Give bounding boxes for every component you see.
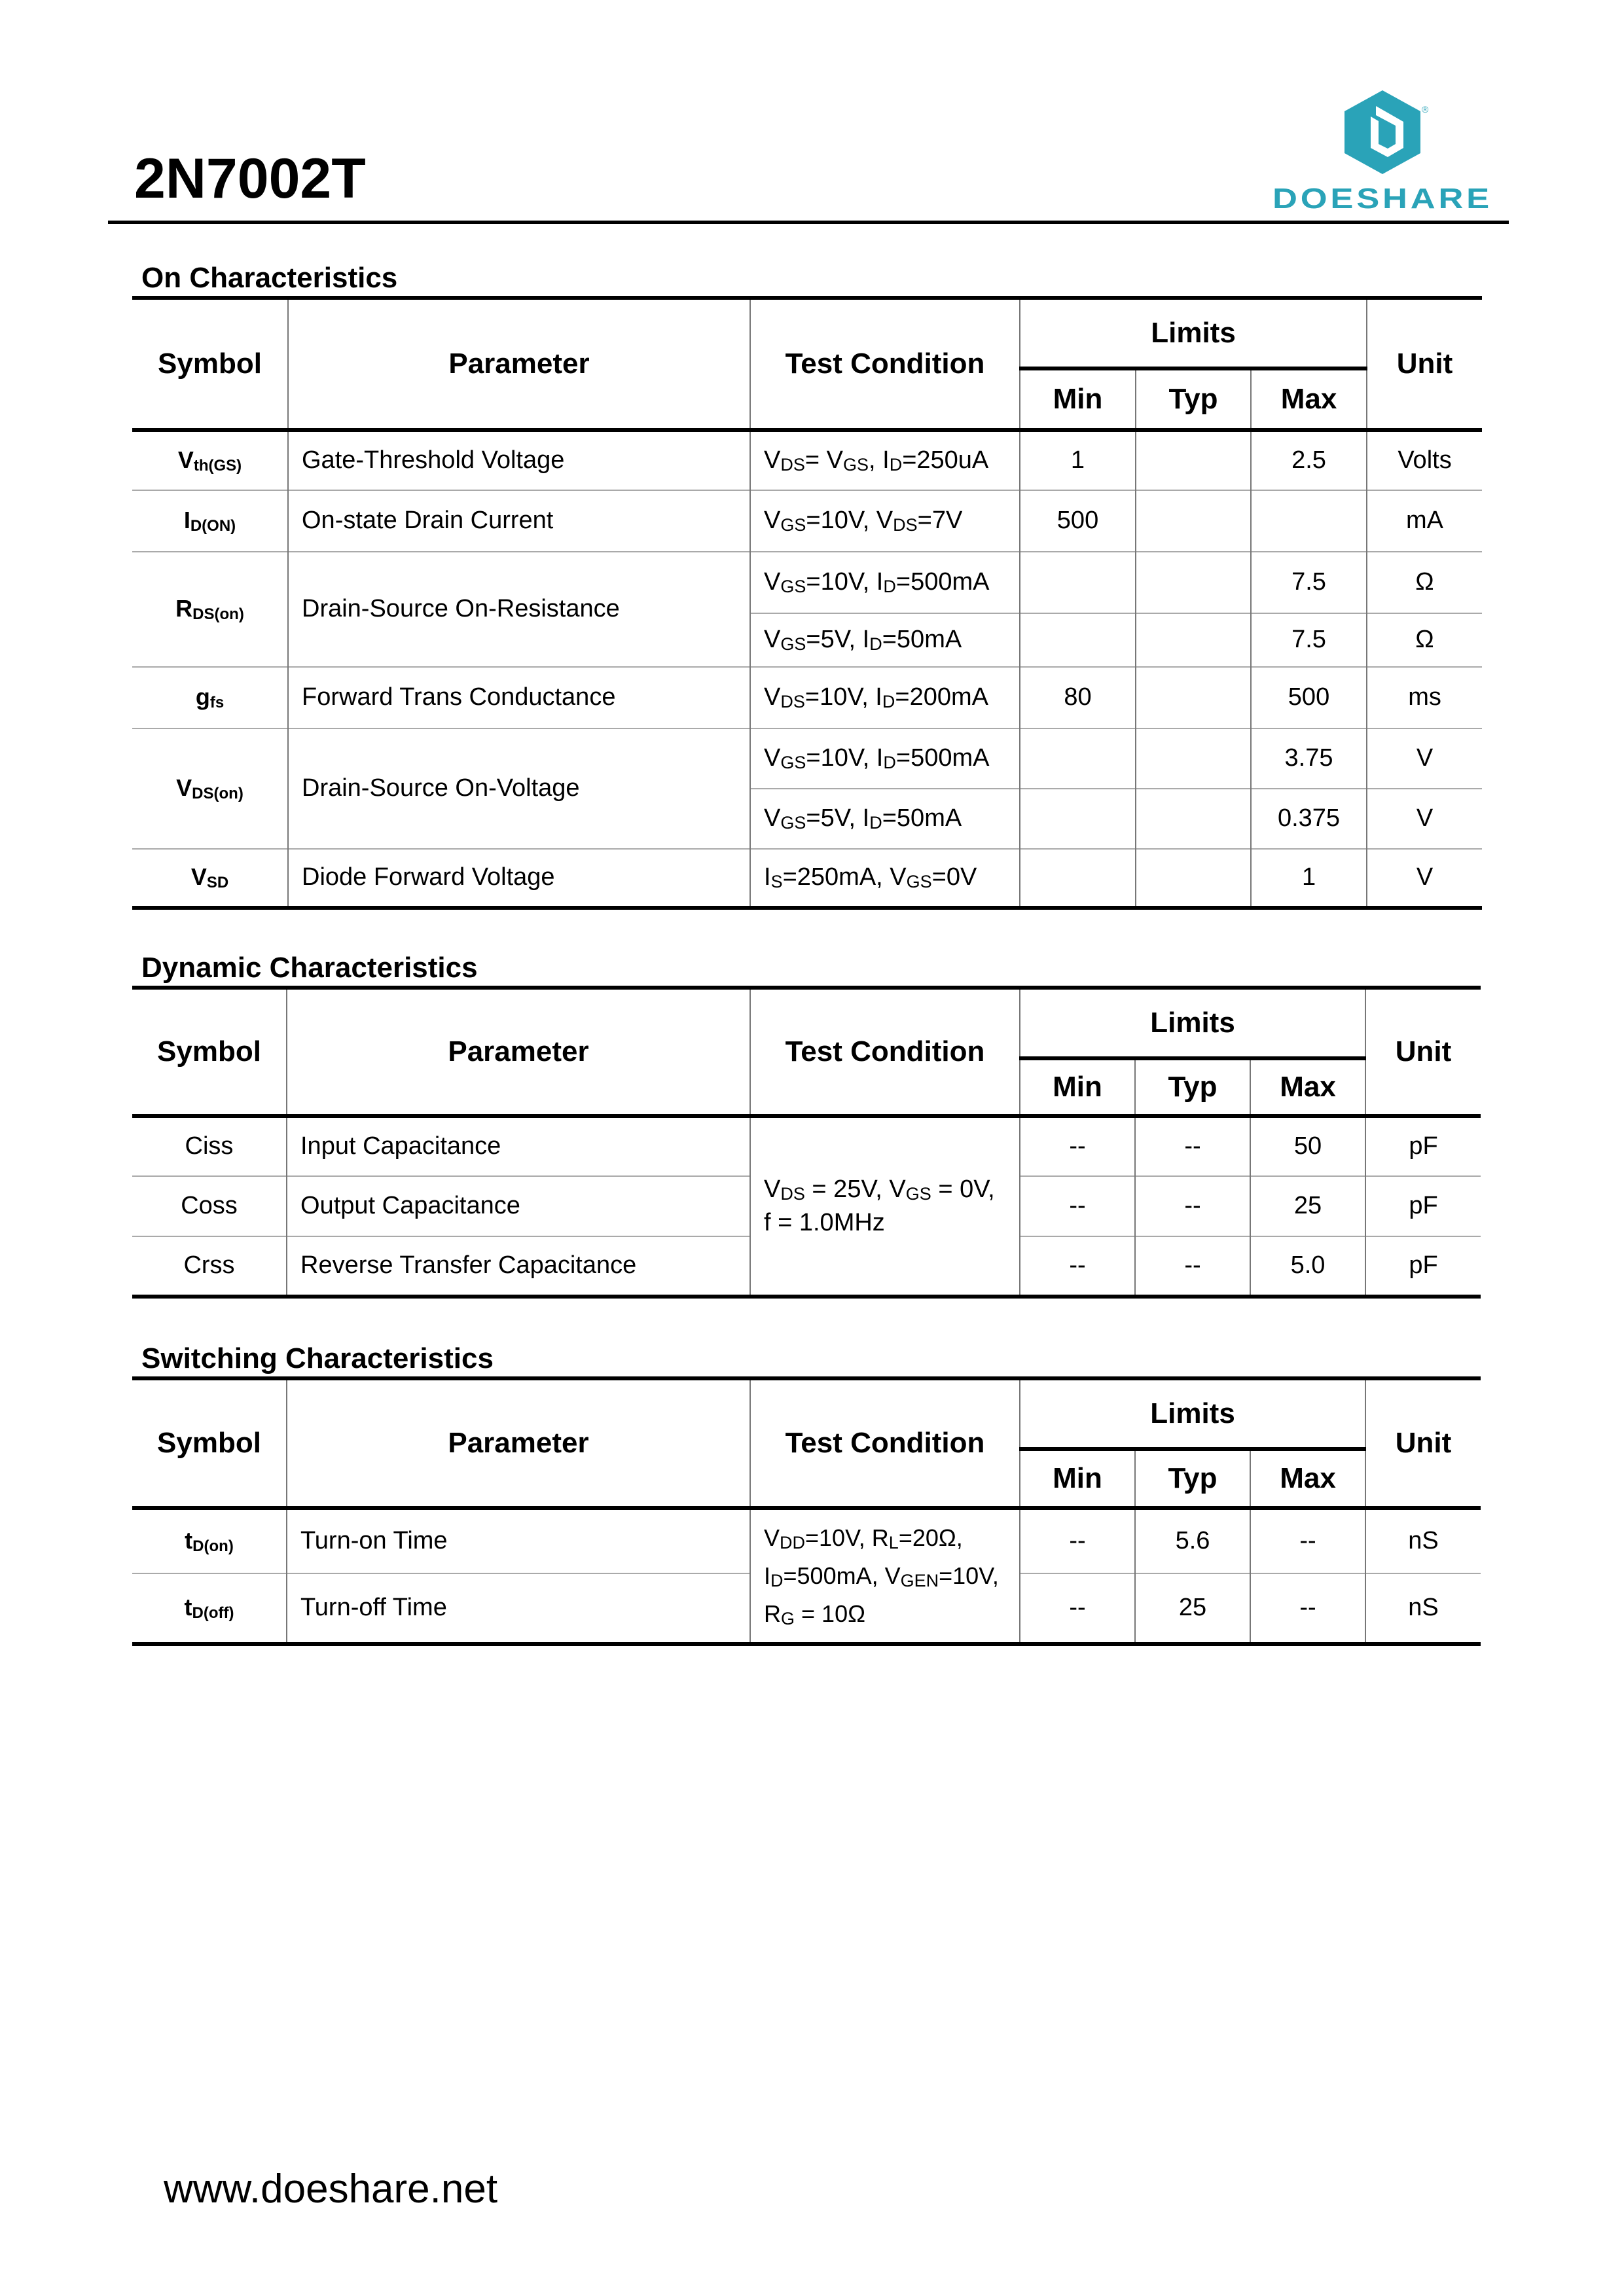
header-typ: Typ xyxy=(1135,1058,1250,1116)
typ-cell xyxy=(1136,613,1251,667)
typ-cell xyxy=(1136,552,1251,613)
max-cell: 500 xyxy=(1251,667,1367,728)
min-cell xyxy=(1020,849,1136,908)
document-title: 2N7002T xyxy=(134,147,366,210)
parameter-cell: Forward Trans Conductance xyxy=(288,667,750,728)
header-parameter: Parameter xyxy=(287,988,750,1116)
typ-cell: -- xyxy=(1135,1116,1250,1176)
doeshare-logo xyxy=(1270,85,1506,216)
table-row xyxy=(132,667,1482,728)
parameter-cell: Gate-Threshold Voltage xyxy=(288,430,750,490)
header-rule xyxy=(108,221,1509,224)
typ-cell xyxy=(1136,849,1251,908)
min-cell: -- xyxy=(1020,1508,1135,1573)
dynamic-characteristics-table xyxy=(132,986,1481,1299)
symbol-cell: $V_{th(GS)}$ xyxy=(132,430,288,490)
min-cell: 1 xyxy=(1020,430,1136,490)
on-characteristics-table xyxy=(132,296,1482,910)
table-row xyxy=(132,430,1482,490)
symbol-cell: $V_{DS(on)}$ xyxy=(132,728,288,849)
max-cell: 7.5 xyxy=(1251,552,1367,613)
min-cell xyxy=(1020,552,1136,613)
table-row xyxy=(132,490,1482,552)
symbol-cell: $V_{SD}$ xyxy=(132,849,288,908)
test-condition-cell: $V_{GS}=10V$, $I_D=500mA$ xyxy=(750,552,1020,613)
typ-cell xyxy=(1136,667,1251,728)
unit-cell: mA xyxy=(1367,490,1482,552)
dynamic-characteristics-title: Dynamic Characteristics xyxy=(141,952,478,984)
min-cell: -- xyxy=(1020,1176,1135,1236)
min-cell xyxy=(1020,613,1136,667)
header-symbol: Symbol xyxy=(132,1378,287,1508)
max-cell: -- xyxy=(1250,1508,1365,1573)
doeshare-logo-icon xyxy=(1344,90,1429,174)
unit-cell: Ω xyxy=(1367,552,1482,613)
unit-cell: pF xyxy=(1365,1236,1481,1297)
header-unit: Unit xyxy=(1365,988,1481,1116)
header-test-condition: Test Condition xyxy=(750,298,1020,430)
header-parameter: Parameter xyxy=(287,1378,750,1508)
parameter-cell: Drain-Source On-Voltage xyxy=(288,728,750,849)
unit-cell: Volts xyxy=(1367,430,1482,490)
parameter-cell: Turn-off Time xyxy=(287,1573,750,1644)
typ-cell xyxy=(1136,728,1251,789)
unit-cell: V xyxy=(1367,789,1482,849)
unit-cell: pF xyxy=(1365,1116,1481,1176)
switching-characteristics-table xyxy=(132,1376,1481,1646)
symbol-cell: $R_{DS(on)}$ xyxy=(132,552,288,667)
symbol-cell: $g_{fs}$ xyxy=(132,667,288,728)
max-cell: 7.5 xyxy=(1251,613,1367,667)
parameter-cell: Drain-Source On-Resistance xyxy=(288,552,750,667)
max-cell: 5.0 xyxy=(1250,1236,1365,1297)
typ-cell: 25 xyxy=(1135,1573,1250,1644)
test-condition-cell: $V_{GS}=10V$, $V_{DS}=7V$ xyxy=(750,490,1020,552)
symbol-cell: $I_{D(ON)}$ xyxy=(132,490,288,552)
min-cell xyxy=(1020,789,1136,849)
parameter-cell: Input Capacitance xyxy=(287,1116,750,1176)
table-row xyxy=(132,1508,1481,1573)
unit-cell: Ω xyxy=(1367,613,1482,667)
switching-characteristics-title: Switching Characteristics xyxy=(141,1342,494,1374)
header-min: Min xyxy=(1020,1058,1135,1116)
test-condition-cell: $I_S=250mA$, $V_{GS}=0V$ xyxy=(750,849,1020,908)
symbol-cell: Crss xyxy=(132,1236,287,1297)
max-cell xyxy=(1251,490,1367,552)
header-limits: Limits xyxy=(1020,1378,1365,1449)
parameter-cell: On-state Drain Current xyxy=(288,490,750,552)
header-max: Max xyxy=(1250,1058,1365,1116)
unit-cell: nS xyxy=(1365,1573,1481,1644)
typ-cell: -- xyxy=(1135,1176,1250,1236)
symbol-cell: Coss xyxy=(132,1176,287,1236)
unit-cell: V xyxy=(1367,849,1482,908)
test-condition-cell: $V_{DS} = 25V$, $V_{GS} = 0V$, f = 1.0MHz xyxy=(750,1116,1020,1297)
test-condition-cell: $V_{DS}=10V$, $I_D=200mA$ xyxy=(750,667,1020,728)
table-row xyxy=(132,1116,1481,1176)
max-cell: 2.5 xyxy=(1251,430,1367,490)
table-row xyxy=(132,552,1482,613)
typ-cell xyxy=(1136,789,1251,849)
typ-cell: -- xyxy=(1135,1236,1250,1297)
max-cell: 0.375 xyxy=(1251,789,1367,849)
unit-cell: pF xyxy=(1365,1176,1481,1236)
min-cell: -- xyxy=(1020,1236,1135,1297)
typ-cell xyxy=(1136,430,1251,490)
typ-cell xyxy=(1136,490,1251,552)
brand-wordmark: DOESHARE xyxy=(1272,183,1492,215)
test-condition-cell: $V_{GS}=5V$, $I_D=50mA$ xyxy=(750,789,1020,849)
header-limits: Limits xyxy=(1020,988,1365,1058)
symbol-cell: $t_{D(off)}$ xyxy=(132,1573,287,1644)
min-cell: -- xyxy=(1020,1116,1135,1176)
typ-cell: 5.6 xyxy=(1135,1508,1250,1573)
table-row xyxy=(132,728,1482,789)
header-limits: Limits xyxy=(1020,298,1367,368)
header-test-condition: Test Condition xyxy=(750,988,1020,1116)
table-row xyxy=(132,849,1482,908)
header-min: Min xyxy=(1020,1449,1135,1508)
header-test-condition: Test Condition xyxy=(750,1378,1020,1508)
test-condition-cell: $V_{DD}=10V$, $R_L=20\Omega$, $I_D=500mA$, $V_{GEN}=10V$, $R_G = 10\Omega$ xyxy=(750,1508,1020,1644)
max-cell: 50 xyxy=(1250,1116,1365,1176)
max-cell: 1 xyxy=(1251,849,1367,908)
header-symbol: Symbol xyxy=(132,988,287,1116)
test-condition-cell: $V_{DS}= V_{GS}$, $I_D=250uA$ xyxy=(750,430,1020,490)
header-min: Min xyxy=(1020,368,1136,430)
parameter-cell: Output Capacitance xyxy=(287,1176,750,1236)
header-typ: Typ xyxy=(1136,368,1251,430)
registered-mark: ® xyxy=(1422,104,1429,115)
test-condition-cell: $V_{GS}=10V$, $I_D=500mA$ xyxy=(750,728,1020,789)
parameter-cell: Diode Forward Voltage xyxy=(288,849,750,908)
unit-cell: nS xyxy=(1365,1508,1481,1573)
unit-cell: V xyxy=(1367,728,1482,789)
unit-cell: ms xyxy=(1367,667,1482,728)
parameter-cell: Reverse Transfer Capacitance xyxy=(287,1236,750,1297)
min-cell: 500 xyxy=(1020,490,1136,552)
parameter-cell: Turn-on Time xyxy=(287,1508,750,1573)
min-cell: 80 xyxy=(1020,667,1136,728)
header-symbol: Symbol xyxy=(132,298,288,430)
symbol-cell: Ciss xyxy=(132,1116,287,1176)
symbol-cell: $t_{D(on)}$ xyxy=(132,1508,287,1573)
header-typ: Typ xyxy=(1135,1449,1250,1508)
header-parameter: Parameter xyxy=(288,298,750,430)
max-cell: -- xyxy=(1250,1573,1365,1644)
max-cell: 3.75 xyxy=(1251,728,1367,789)
test-condition-cell: $V_{GS}=5V$, $I_D=50mA$ xyxy=(750,613,1020,667)
min-cell: -- xyxy=(1020,1573,1135,1644)
min-cell xyxy=(1020,728,1136,789)
header-max: Max xyxy=(1251,368,1367,430)
on-characteristics-title: On Characteristics xyxy=(141,262,398,294)
header-unit: Unit xyxy=(1365,1378,1481,1508)
max-cell: 25 xyxy=(1250,1176,1365,1236)
footer-url: www.doeshare.net xyxy=(164,2166,498,2212)
header-unit: Unit xyxy=(1367,298,1482,430)
header-max: Max xyxy=(1250,1449,1365,1508)
